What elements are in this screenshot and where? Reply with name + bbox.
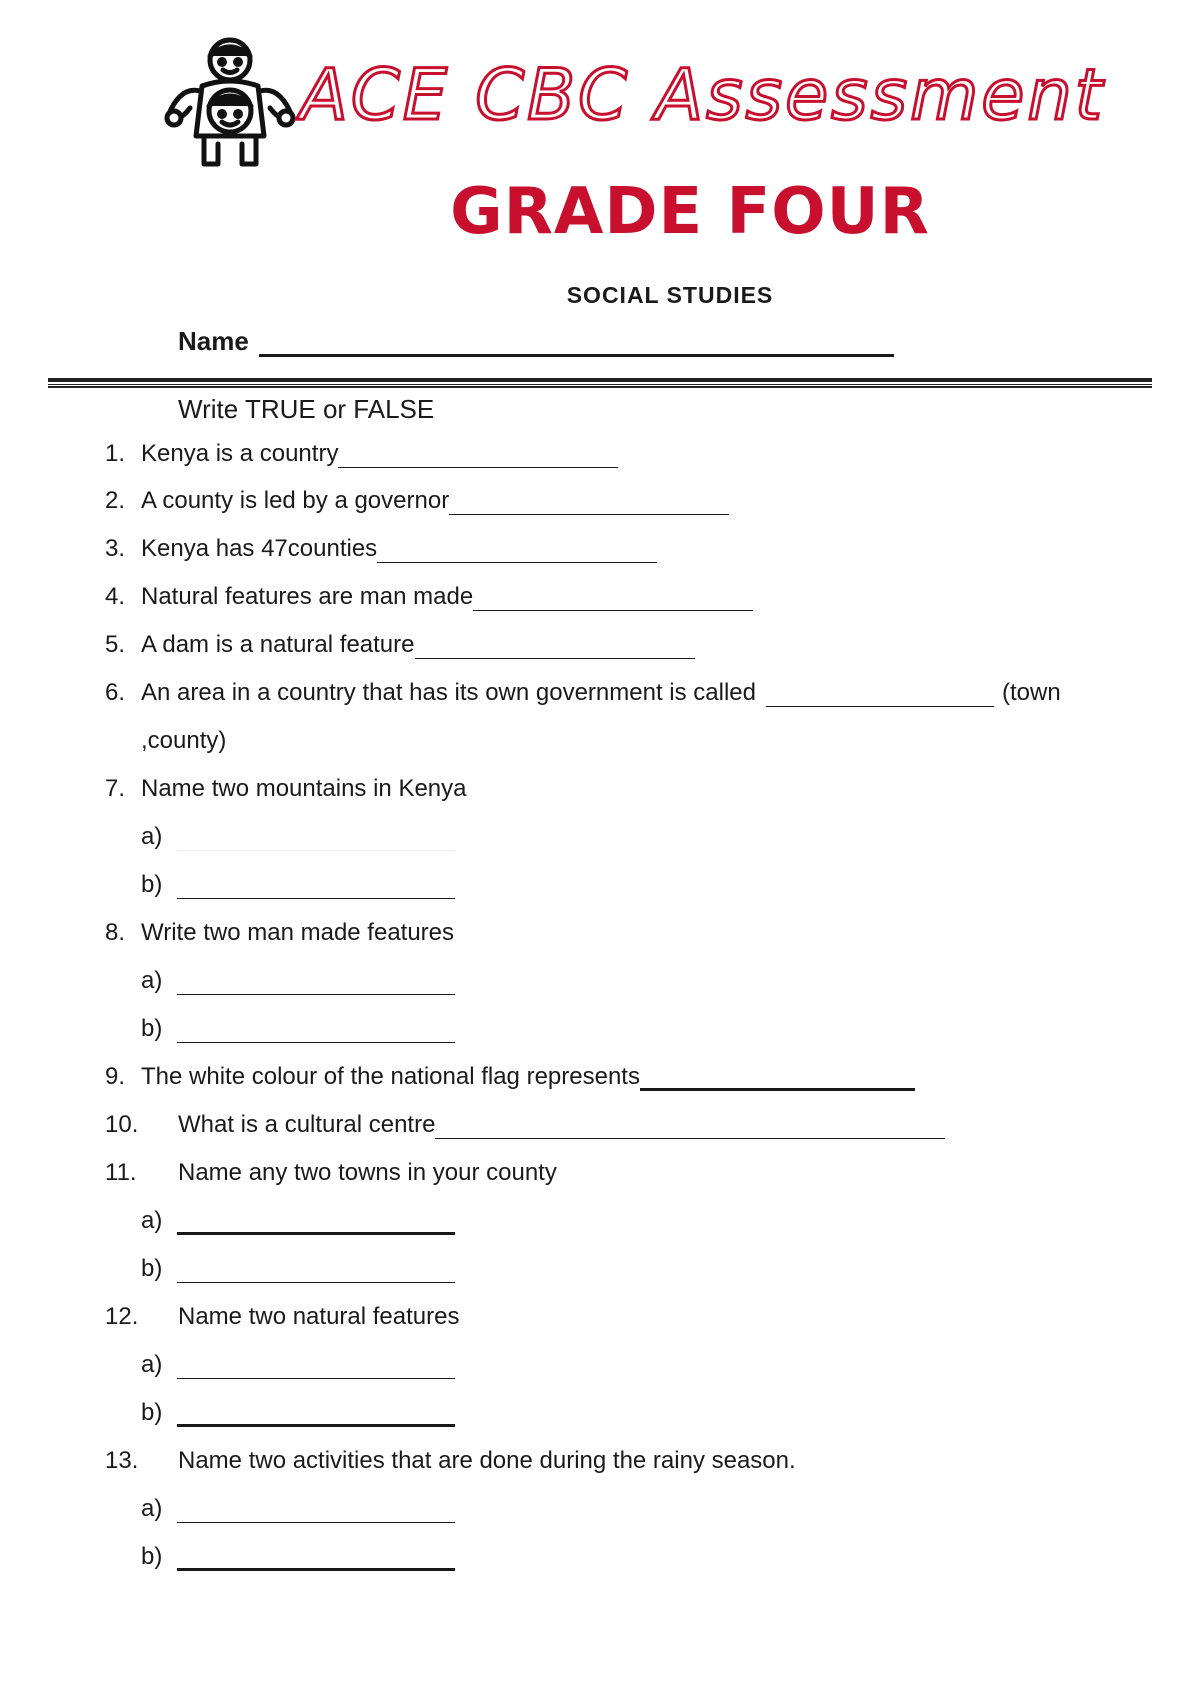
part-label: a) [141, 823, 163, 850]
answer-field[interactable] [177, 972, 455, 995]
question-text: What is a cultural centre [178, 1111, 436, 1138]
answer-field[interactable] [449, 492, 729, 515]
name-row [178, 326, 894, 357]
instruction-text: Write TRUE or FALSE [178, 394, 435, 424]
answer-field[interactable] [415, 636, 695, 659]
question-12 [105, 1303, 459, 1331]
answer-field[interactable] [640, 1066, 915, 1091]
question-text: Name two natural features [178, 1303, 460, 1330]
question-text: Kenya is a country [141, 440, 339, 467]
answer-field[interactable] [766, 684, 994, 707]
answer-field[interactable] [435, 1116, 945, 1139]
answer-field[interactable] [177, 828, 455, 851]
answer-field[interactable] [177, 1500, 455, 1523]
question-number: 13. [105, 1447, 139, 1474]
question-number: 6. [105, 679, 126, 706]
answer-field[interactable] [177, 1546, 455, 1571]
answer-field[interactable] [177, 1356, 455, 1379]
question-13 [105, 1447, 796, 1475]
answer-field[interactable] [338, 445, 618, 468]
question-8-part-a [141, 967, 455, 995]
question-number: 3. [105, 535, 126, 562]
question-1 [105, 440, 618, 468]
question-text: A county is led by a governor [141, 487, 450, 514]
answer-field[interactable] [377, 540, 657, 563]
question-6-continuation: ,county) [141, 727, 227, 754]
part-label: b) [141, 871, 163, 898]
answer-field[interactable] [177, 1020, 455, 1043]
question-options: (town [1002, 679, 1061, 706]
question-number: 9. [105, 1063, 126, 1090]
answer-field[interactable] [177, 1210, 455, 1235]
part-label: b) [141, 1543, 163, 1570]
part-label: a) [141, 1351, 163, 1378]
question-7-part-b [141, 871, 455, 899]
question-text: Write two man made features [141, 919, 455, 946]
question-11-part-b [141, 1255, 455, 1283]
question-12-part-a [141, 1351, 455, 1379]
question-10 [105, 1111, 945, 1139]
brand-title: ACE CBC Assessment [300, 54, 1106, 136]
answer-field[interactable] [177, 1402, 455, 1427]
question-text: The white colour of the national flag represents [141, 1063, 640, 1090]
question-13-part-a [141, 1495, 455, 1523]
question-number: 2. [105, 487, 126, 514]
question-9 [105, 1063, 915, 1091]
part-label: b) [141, 1015, 163, 1042]
question-number: 12. [105, 1303, 139, 1330]
question-11 [105, 1159, 557, 1187]
part-label: a) [141, 1207, 163, 1234]
question-3 [105, 535, 657, 563]
grade-title: GRADE FOUR [450, 175, 930, 249]
question-7 [105, 775, 467, 803]
question-text: Name two mountains in Kenya [141, 775, 467, 802]
question-text: Kenya has 47counties [141, 535, 378, 562]
question-text: An area in a country that has its own government is called [141, 679, 756, 706]
answer-field[interactable] [177, 1260, 455, 1283]
question-text: A dam is a natural feature [141, 631, 415, 658]
question-number: 11. [105, 1159, 137, 1186]
name-label: Name [178, 326, 249, 356]
question-4 [105, 583, 753, 611]
part-label: a) [141, 1495, 163, 1522]
name-field[interactable] [259, 330, 894, 357]
question-2 [105, 487, 729, 515]
question-text: Name any two towns in your county [178, 1159, 557, 1186]
question-number: 10. [105, 1111, 139, 1138]
subject-title: SOCIAL STUDIES [566, 282, 774, 308]
question-6 [105, 679, 1061, 707]
question-text: Name two activities that are done during the rainy season. [178, 1447, 796, 1474]
question-text: Natural features are man made [141, 583, 474, 610]
answer-field[interactable] [177, 876, 455, 899]
question-5 [105, 631, 695, 659]
two-children-icon [160, 36, 300, 171]
part-label: b) [141, 1255, 163, 1282]
question-number: 1. [105, 440, 126, 467]
answer-field[interactable] [473, 588, 753, 611]
question-8-part-b [141, 1015, 455, 1043]
part-label: a) [141, 967, 163, 994]
question-13-part-b [141, 1543, 455, 1571]
question-number: 8. [105, 919, 126, 946]
part-label: b) [141, 1399, 163, 1426]
question-number: 4. [105, 583, 126, 610]
question-12-part-b [141, 1399, 455, 1427]
question-7-part-a [141, 823, 455, 851]
header-divider [48, 378, 1152, 388]
question-number: 7. [105, 775, 126, 802]
question-11-part-a [141, 1207, 455, 1235]
question-number: 5. [105, 631, 126, 658]
question-8 [105, 919, 454, 947]
